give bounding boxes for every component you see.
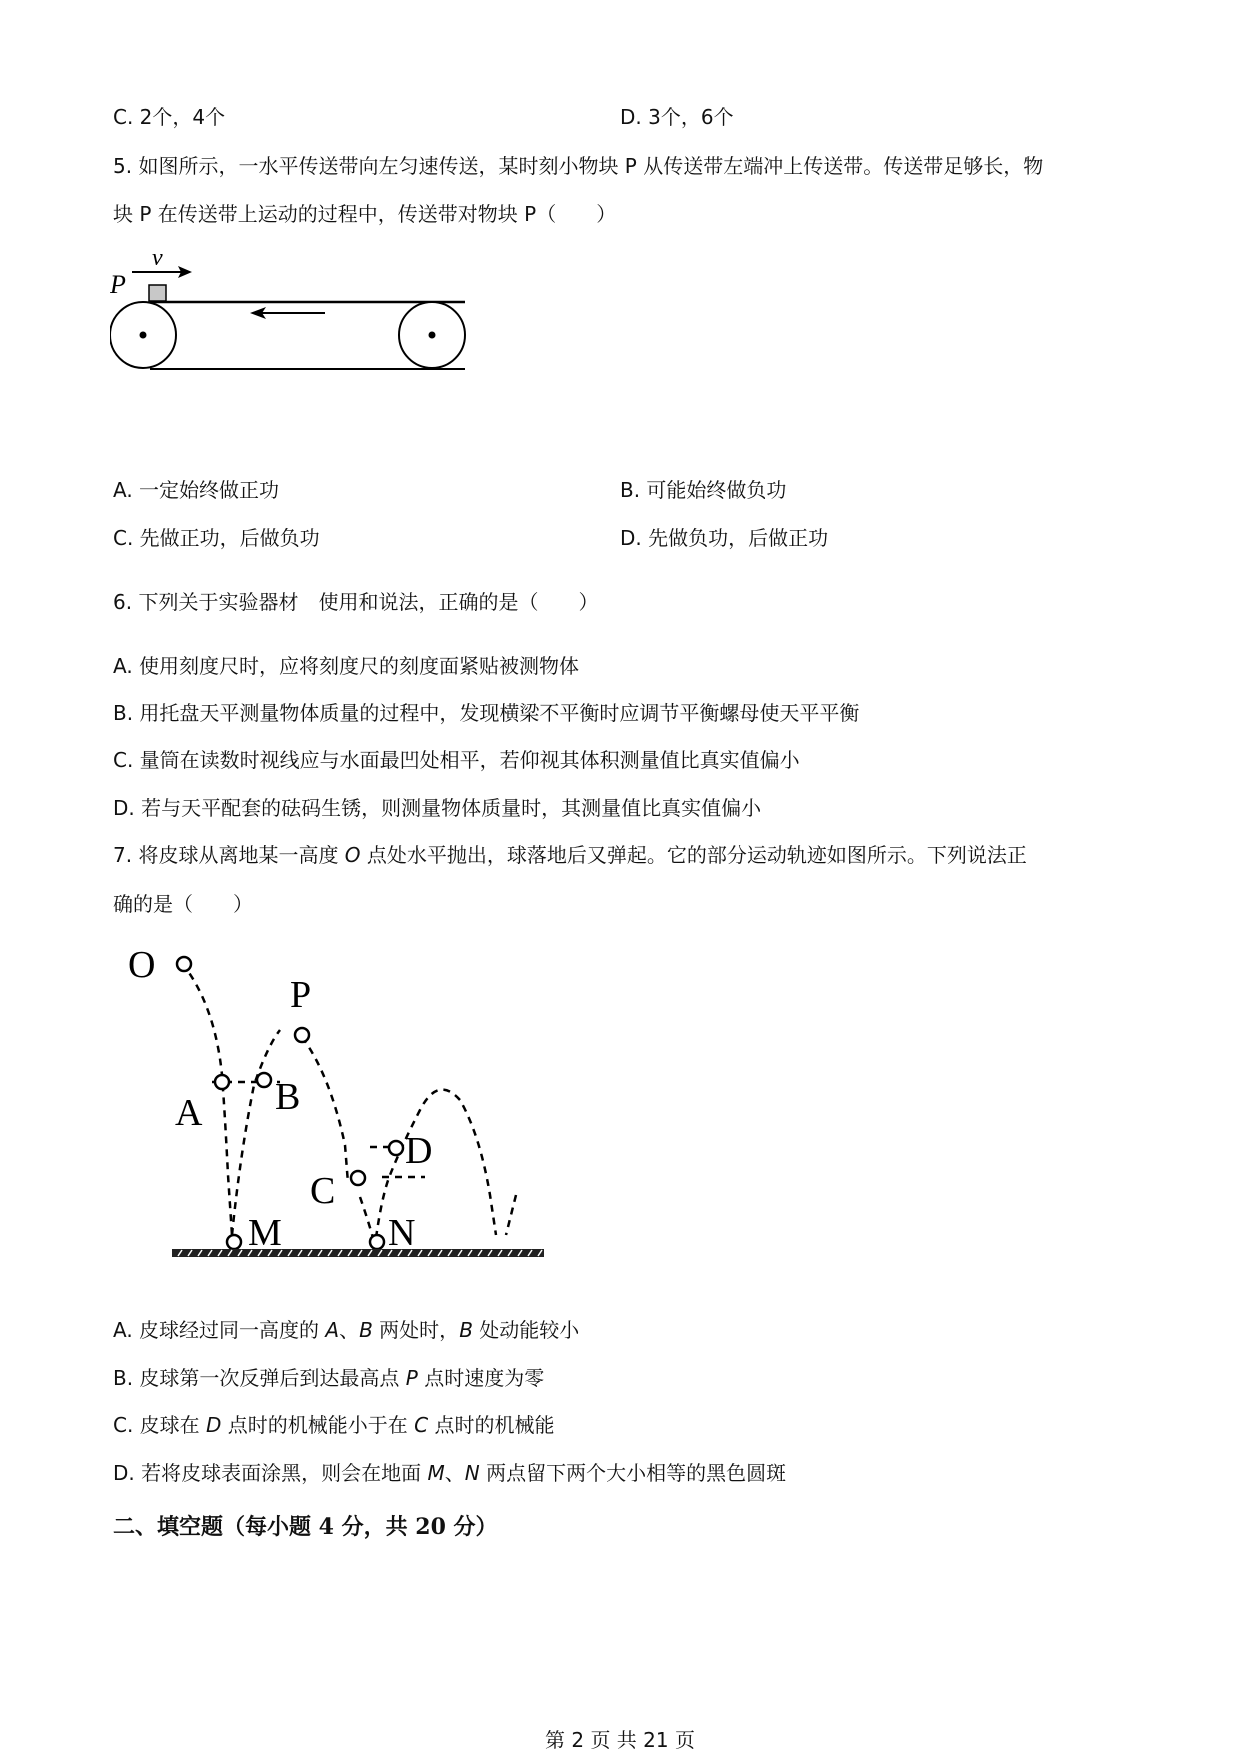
label-p: P <box>290 974 312 1016</box>
ball-p <box>295 1028 309 1042</box>
ball-n <box>370 1235 384 1249</box>
label-n: N <box>388 1212 416 1254</box>
q5-option-c: C. 先做正功，后做负功 <box>113 526 320 550</box>
q5-option-a: A. 一定始终做正功 <box>113 478 280 502</box>
q7-stem-line2: 确的是（ ） <box>113 892 253 916</box>
label-o: O <box>128 944 156 986</box>
q4-option-d: D. 3个，6个 <box>620 105 734 129</box>
velocity-label: v <box>152 245 163 271</box>
conveyor-belt-figure <box>110 245 490 375</box>
section-heading-fill-in: 二、填空题（每小题 4 分，共 20 分） <box>113 1514 498 1540</box>
q6-option-a: A. 使用刻度尺时，应将刻度尺的刻度面紧贴被测物体 <box>113 654 580 678</box>
q7-option-d: D. 若将皮球表面涂黑，则会在地面 M、N 两点留下两个大小相等的黑色圆斑 <box>113 1461 787 1485</box>
page-number: 第 2 页 共 21 页 <box>545 1728 695 1752</box>
q5-option-d: D. 先做负功，后做正功 <box>620 526 829 550</box>
label-c: C <box>310 1170 336 1212</box>
bouncing-ball-figure <box>120 935 550 1260</box>
q6-option-b: B. 用托盘天平测量物体质量的过程中，发现横梁不平衡时应调节平衡螺母使天平平衡 <box>113 701 860 725</box>
q6-option-c: C. 量筒在读数时视线应与水面最凹处相平，若仰视其体积测量值比真实值偏小 <box>113 748 800 772</box>
q5-stem-line1: 5. 如图所示，一水平传送带向左匀速传送，某时刻小物块 P 从传送带左端冲上传送带。传送带足够长，物 <box>113 154 1044 178</box>
label-a: A <box>175 1092 203 1134</box>
q7-option-b: B. 皮球第一次反弹后到达最高点 P 点时速度为零 <box>113 1366 545 1390</box>
label-m: M <box>248 1212 282 1254</box>
block-p <box>149 285 166 301</box>
ball-m <box>227 1235 241 1249</box>
q7-option-a: A. 皮球经过同一高度的 A、B 两处时，B 处动能较小 <box>113 1318 580 1342</box>
ball-c <box>351 1171 365 1185</box>
ball-d <box>389 1141 403 1155</box>
ball-a <box>215 1075 229 1089</box>
q5-stem-line2: 块 P 在传送带上运动的过程中，传送带对物块 P（ ） <box>113 202 617 226</box>
q7-option-c: C. 皮球在 D 点时的机械能小于在 C 点时的机械能 <box>113 1413 555 1437</box>
q5-option-b: B. 可能始终做负功 <box>620 478 787 502</box>
q6-stem: 6. 下列关于实验器材 使用和说法，正确的是（ ） <box>113 590 599 614</box>
label-d: D <box>405 1130 433 1172</box>
q6-option-d: D. 若与天平配套的砝码生锈，则测量物体质量时，其测量值比真实值偏小 <box>113 796 762 820</box>
q4-option-c: C. 2个，4个 <box>113 105 226 129</box>
ball-o <box>177 957 191 971</box>
q7-stem-line1: 7. 将皮球从离地某一高度 O 点处水平抛出，球落地后又弹起。它的部分运动轨迹如图所示。下列说法正 <box>113 843 1027 867</box>
ball-b <box>257 1073 271 1087</box>
label-b: B <box>275 1076 301 1118</box>
block-label: P <box>110 270 126 299</box>
